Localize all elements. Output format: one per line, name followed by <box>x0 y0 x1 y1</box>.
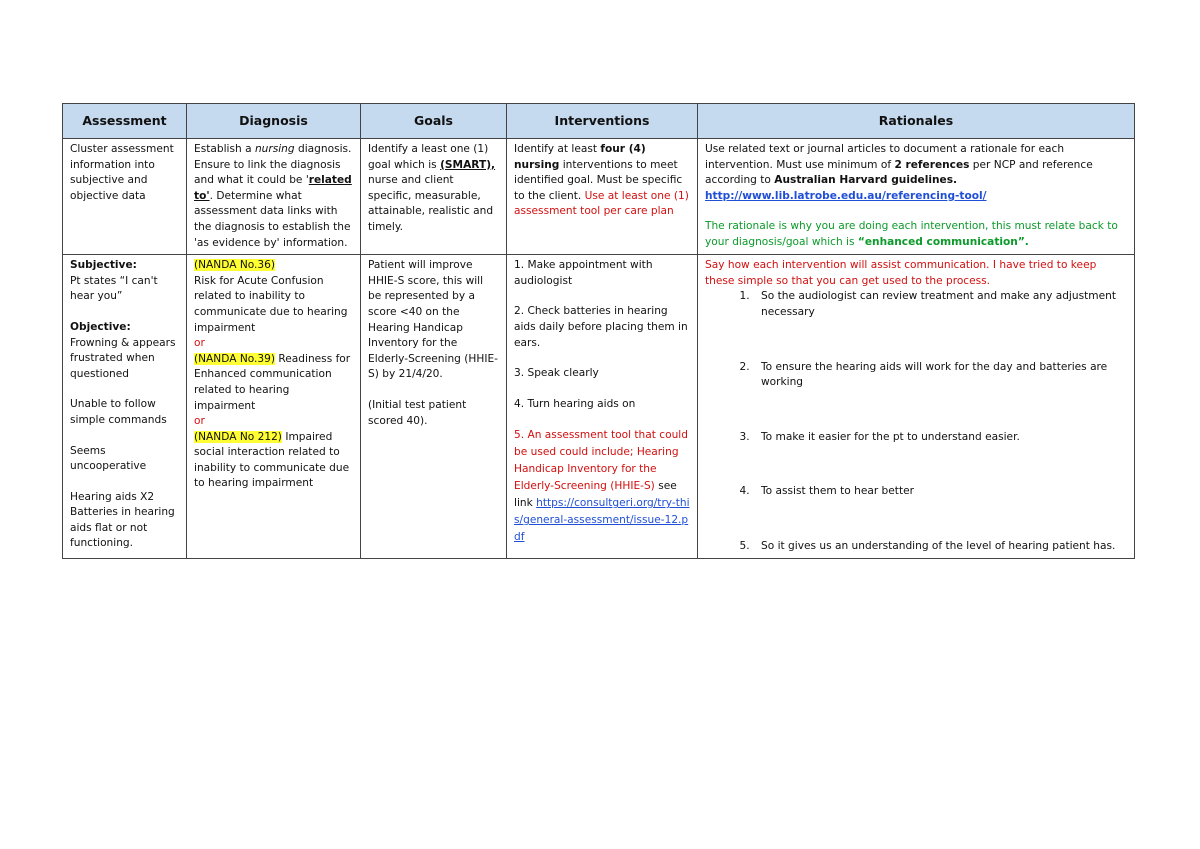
example-interventions-cell <box>507 255 698 558</box>
guide-rationales-enhanced-communication: “enhanced communication”. <box>857 235 1029 248</box>
guide-rationales-text-1: Use related text or journal articles to document a rationale for each intervention. Must use minimum of <box>705 143 1065 171</box>
intervention-item-5: 5. An assessment tool that could be used could include; Hearing Handicap Inventory for the Elderly-Screening (HHIE-S) <box>514 429 688 493</box>
intervention-item: 1. Make appointment with audiologist <box>514 259 653 287</box>
rationales-list <box>705 289 1127 554</box>
referencing-tool-link[interactable]: http://www.lib.latrobe.edu.au/referencing-tool/ <box>705 189 987 202</box>
guide-interventions-tool-note: Use at least one (1) assessment tool per care plan <box>514 189 689 218</box>
see-link-text: see link <box>514 480 677 510</box>
guide-diagnosis-nursing: nursing <box>254 143 295 155</box>
diagnosis-1-text: Risk for Acute Confusion related to inability to communicate due to hearing impairment <box>194 274 348 334</box>
example-rationales-cell <box>698 255 1135 558</box>
header-diagnosis: Diagnosis <box>187 104 361 139</box>
guide-diagnosis-related-to: related to' <box>194 174 352 202</box>
rationale-item: 3. To make it easier for the pt to understand easier. <box>753 430 1127 446</box>
rationale-item: 2. To ensure the hearing aids will work for the day and batteries are working <box>753 360 1127 391</box>
or-separator: or <box>194 337 205 350</box>
guide-diagnosis-cell <box>187 139 361 255</box>
guide-rationales-harvard: Australian Harvard guidelines. <box>774 174 958 187</box>
guide-interventions-cell <box>507 139 698 255</box>
or-separator: or <box>194 415 205 428</box>
example-diagnosis-cell <box>187 255 361 558</box>
rationales-intro: Say how each intervention will assist communication. I have tried to keep these simple so that you can get used to the process. <box>705 259 1097 287</box>
header-rationales: Rationales <box>698 104 1135 139</box>
guide-goals-cell <box>361 139 507 255</box>
guide-rationales-text-2: per NCP and reference according to <box>705 158 1093 187</box>
header-assessment: Assessment <box>63 104 187 139</box>
guide-diagnosis-text-3: . Determine what assessment data links with the diagnosis to establish the 'as evidence by' information. <box>194 189 351 249</box>
nanda-36-label: (NANDA No.36) <box>194 259 276 272</box>
objective-item: Hearing aids X2 Batteries in hearing aids flat or not functioning. <box>70 490 175 550</box>
guide-interventions-text-2: interventions to meet identified goal. Must be specific to the client. <box>514 158 683 202</box>
subjective-label: Subjective: <box>70 259 137 272</box>
nursing-care-plan-table <box>62 103 1135 559</box>
guide-rationales-green-note: The rationale is why you are doing each intervention, this must relate back to your diagnosis/goal which is <box>705 220 1118 248</box>
guide-diagnosis-text-2: diagnosis. Ensure to link the diagnosis and what it could be ' <box>194 143 352 187</box>
guide-interventions-text-1: Identify at least <box>514 143 601 155</box>
intervention-item: 2. Check batteries in hearing aids daily before placing them in ears. <box>514 305 688 349</box>
objective-label: Objective: <box>70 320 131 333</box>
guide-assessment-cell <box>63 139 187 255</box>
objective-item: Frowning & appears frustrated when questioned <box>70 336 176 380</box>
guide-row <box>63 139 1135 255</box>
example-goals-cell <box>361 255 507 558</box>
goal-text: Patient will improve HHIE-S score, this will be represented by a score <40 on the Hearing Handicap Inventory for the Elderly-Screening (HHIE-S) by 21/4/20. <box>368 259 498 381</box>
intervention-item: 3. Speak clearly <box>514 367 599 380</box>
header-goals: Goals <box>361 104 507 139</box>
rationale-item: 1. So the audiologist can review treatment and make any adjustment necessary <box>753 289 1127 320</box>
goal-note: (Initial test patient scored 40). <box>368 398 467 427</box>
guide-diagnosis-text-1: Establish a <box>194 143 255 155</box>
header-interventions: Interventions <box>507 104 698 139</box>
diagnosis-3-text: Impaired social interaction related to inability to communicate due to hearing impairment <box>194 430 350 490</box>
objective-item: Unable to follow simple commands <box>70 398 167 426</box>
guide-interventions-four: four (4) nursing <box>514 143 646 171</box>
guide-goals-text-2: nurse and client specific, measurable, attainable, realistic and timely. <box>368 174 494 233</box>
header-row <box>63 104 1135 139</box>
guide-goals-smart: (SMART), <box>440 158 496 171</box>
guide-goals-text-1: Identify a least one (1) goal which is <box>368 143 489 171</box>
nanda-39-label: (NANDA No.39) <box>194 352 276 365</box>
example-assessment-cell <box>63 255 187 558</box>
guide-rationales-cell <box>698 139 1135 255</box>
guide-rationales-two-refs: 2 references <box>894 158 970 171</box>
nanda-212-label: (NANDA No 212) <box>194 430 282 443</box>
guide-assessment-text: Cluster assessment information into subjective and objective data <box>70 143 174 202</box>
objective-item: Seems uncooperative <box>70 444 147 473</box>
consultgeri-link[interactable]: https://consultgeri.org/try-this/general-assessment/issue-12.pdf <box>514 497 690 544</box>
example-row <box>63 255 1135 558</box>
subjective-text: Pt states “I can't hear you” <box>70 274 158 303</box>
intervention-item: 4. Turn hearing aids on <box>514 397 636 410</box>
rationale-item: 5. So it gives us an understanding of the level of hearing patient has. <box>753 539 1127 555</box>
rationale-item: 4. To assist them to hear better <box>753 484 1127 500</box>
diagnosis-2-text: Readiness for Enhanced communication related to hearing impairment <box>194 352 351 412</box>
